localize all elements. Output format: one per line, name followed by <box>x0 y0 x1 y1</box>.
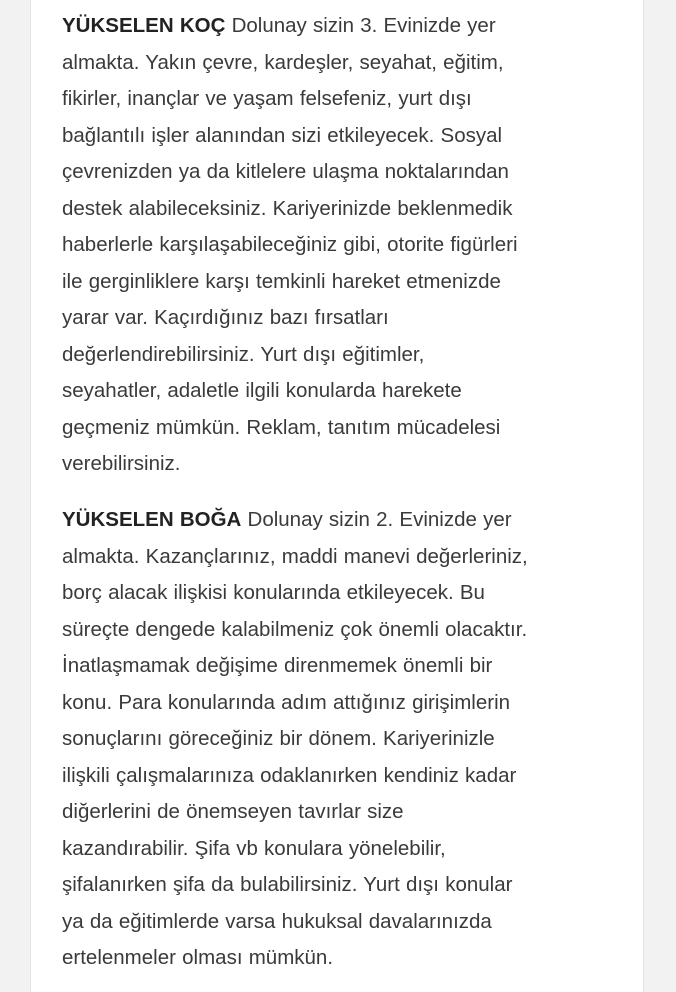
paragraph-line: destek alabileceksiniz. Kariyerinizde beklenmedik <box>62 196 513 220</box>
paragraph-line: ertelenmeler olması mümkün. <box>62 946 334 969</box>
sign-heading-aries: YÜKSELEN KOÇ <box>62 14 226 37</box>
paragraph-line: sonuçlarını göreceğiniz bir dönem. Kariyerinizle <box>62 727 495 750</box>
paragraph-line: YÜKSELEN BOĞA Dolunay sizin 2. Evinizde yer <box>62 508 512 531</box>
paragraph-line: almakta. Kazançlarınız, maddi manevi değerleriniz, <box>62 544 528 568</box>
paragraph-line: borç alacak ilişkisi konularında etkileyecek. Bu <box>62 581 485 604</box>
paragraph-line: diğerlerini de önemseyen tavırlar size <box>62 800 404 823</box>
paragraph-line: konu. Para konularında adım attığınız girişimlerin <box>62 690 511 714</box>
paragraph-line: bağlantılı işler alanından sizi etkileyecek. Sosyal <box>62 123 503 147</box>
paragraph-line: verebilirsiniz. <box>62 452 181 475</box>
paragraph-line: İnatlaşmamak değişime direnmemek önemli bir <box>62 654 493 677</box>
paragraph-line: ilişkili çalışmalarınıza odaklanırken kendiniz kadar <box>62 763 517 787</box>
paragraph-line: ile gerginliklere karşı temkinli hareket etmenizde <box>62 269 501 293</box>
paragraph-line: şifalanırken şifa da bulabilirsiniz. Yurt dışı konular <box>62 873 513 896</box>
horoscope-paragraph-taurus <box>62 502 622 977</box>
paragraph-line: almakta. Yakın çevre, kardeşler, seyahat, eğitim, <box>62 50 504 74</box>
paragraph-line: kazandırabilir. Şifa vb konulara yönelebilir, <box>62 836 446 860</box>
sign-heading-taurus: YÜKSELEN BOĞA <box>62 508 242 531</box>
article-page <box>30 0 644 992</box>
paragraph-line: YÜKSELEN KOÇ Dolunay sizin 3. Evinizde yer <box>62 14 496 37</box>
horoscope-paragraph-aries <box>62 8 622 483</box>
paragraph-line: haberlerle karşılaşabileceğiniz gibi, otorite figürleri <box>62 233 518 256</box>
paragraph-line: değerlendirebilirsiniz. Yurt dışı eğitimler, <box>62 342 425 366</box>
paragraph-line: süreçte dengede kalabilmeniz çok önemli olacaktır. <box>62 617 528 641</box>
paragraph-line: geçmeniz mümkün. Reklam, tanıtım mücadelesi <box>62 415 501 439</box>
paragraph-line: seyahatler, adaletle ilgili konularda harekete <box>62 379 462 402</box>
paragraph-line: fikirler, inançlar ve yaşam felsefeniz, yurt dışı <box>62 87 472 110</box>
paragraph-line: yarar var. Kaçırdığınız bazı fırsatları <box>62 306 389 329</box>
paragraph-line: ya da eğitimlerde varsa hukuksal davalarınızda <box>62 909 492 933</box>
paragraph-line: çevrenizden ya da kitlelere ulaşma noktalarından <box>62 160 509 183</box>
